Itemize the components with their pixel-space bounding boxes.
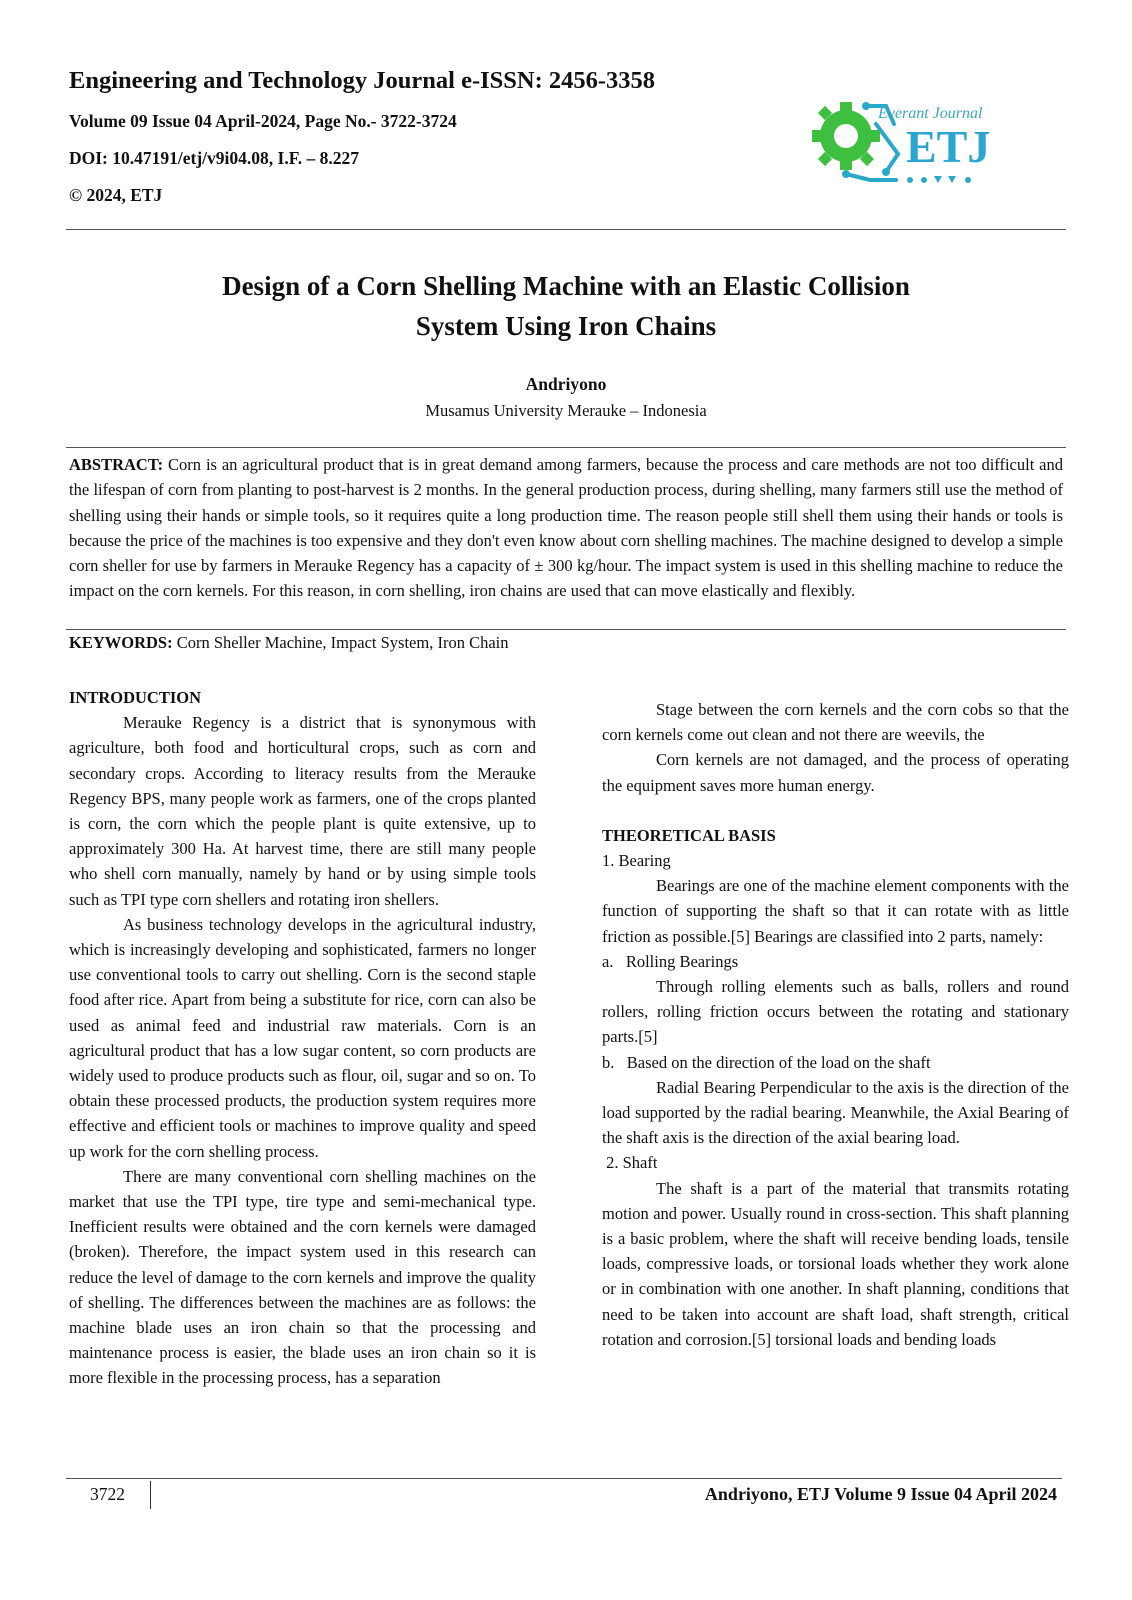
continued-paragraph-2: Corn kernels are not damaged, and the process of operating the equipment saves more human energy. [602, 750, 1069, 795]
etj-logo [806, 84, 1030, 196]
right-column [602, 697, 1069, 1352]
radial-bearing-paragraph: Radial Bearing Perpendicular to the axis is the direction of the load supported by the radial bearing. Meanwhile, the Axial Bearing of the shaft axis is the direction of the axial bearing load. [602, 1077, 1069, 1148]
abstract-top-rule [66, 447, 1066, 448]
author-name: Andriyono [525, 374, 607, 394]
rolling-bearings-item: a. Rolling Bearings [602, 951, 739, 971]
author-affiliation: Musamus University Merauke – Indonesia [425, 401, 707, 420]
abstract-text: Corn is an agricultural product that is in great demand among farmers, because the process and care methods are not too difficult and the lifespan of corn from planting to post-harvest is 2 months. In the general production process, during shelling, many farmers still use the method of shelling using their hands or simple tools, so it requires quite a long production time. The reason people still shell them using their hands or tools is because the price of the machines is too expensive and they don't even know about corn shelling machines. The machine designed to develop a simple corn sheller for use by farmers in Merauke Regency has a capacity of ± 300 kg/hour. The impact system is used in this shelling machine to reduce the impact on the corn kernels. For this reason, in corn shelling, iron chains are used that can move elastically and flexibly. [69, 455, 1064, 601]
load-direction-item: b. Based on the direction of the load on the shaft [602, 1052, 931, 1072]
svg-text:Everant Journal: Everant Journal [878, 105, 983, 122]
continued-paragraph-1: Stage between the corn kernels and the corn cobs so that the corn kernels come out clean and not there are weevils, the [602, 700, 1069, 745]
theoretical-basis-heading: THEORETICAL BASIS [602, 825, 776, 845]
shaft-paragraph: The shaft is a part of the material that transmits rotating motion and power. Usually round in cross-section. This shaft planning is a basic problem, where the shaft will receive bending loads, tensile loads, compressive loads, or torsional loads whether they work alone or in combination with one another. In shaft planning, conditions that need to be taken into account are shaft load, shaft strength, critical rotation and corrosion.[5] torsional loads and bending loads [602, 1178, 1069, 1349]
shaft-subheading: 2. Shaft [602, 1153, 658, 1173]
copyright-line: © 2024, ETJ [69, 185, 163, 205]
keywords-label: KEYWORDS: [69, 633, 173, 652]
spacer [602, 798, 1069, 823]
abstract-label: ABSTRACT: [69, 455, 164, 474]
bearing-paragraph: Bearings are one of the machine element components with the function of supporting the shaft so that it can rotate with as little friction as possible.[5] Bearings are classified into 2 parts, namely: [602, 876, 1069, 946]
intro-paragraph-2: As business technology develops in the agricultural industry, which is increasingly developing and sophisticated, farmers no longer use conventional tools to carry out shelling. Corn is the second staple food after rice. Apart from being a substitute for rice, corn can also be used as animal feed and industrial raw materials. Corn is an agricultural product that has a low sugar content, so corn products are widely used to produce products such as flour, oil, sugar and so on. To obtain these processed products, the production system requires more effective and efficient tools or machines to improve quality and speed up work for the corn shelling process. [69, 914, 536, 1161]
intro-paragraph-3: There are many conventional corn shelling machines on the market that use the TPI type, tire type and semi-mechanical type. Inefficient results were obtained and the corn kernels were damaged (broken). Therefore, the impact system used in this research can reduce the level of damage to the corn kernels and improve the quality of shelling. The differences between the machines are as follows: the machine blade uses an iron chain so that the processing and maintenance process is easier, the blade uses an iron chain so it is more flexible in the processing process, has a separation [69, 1166, 536, 1388]
footer-separator [150, 1481, 151, 1509]
page-number: 3722 [90, 1484, 125, 1504]
journal-header [69, 66, 655, 220]
bearing-subheading: 1. Bearing [602, 851, 671, 871]
introduction-heading: INTRODUCTION [69, 688, 202, 707]
paper-title [120, 266, 1012, 346]
journal-title: Engineering and Technology Journal e-ISSN: 2456-3358 [69, 67, 656, 94]
keywords [69, 633, 1063, 653]
title-line-2: System Using Iron Chains [415, 311, 717, 341]
abstract [69, 452, 1063, 604]
keywords-text: Corn Sheller Machine, Impact System, Iron Chain [176, 633, 509, 652]
header-divider [66, 229, 1066, 230]
footer-citation: Andriyono, ETJ Volume 9 Issue 04 April 2024 [704, 1484, 1057, 1504]
left-column [69, 685, 536, 1391]
title-line-1: Design of a Corn Shelling Machine with an Elastic Collision [222, 271, 910, 301]
footer-rule [66, 1478, 1062, 1479]
svg-text:ETJ: ETJ [906, 121, 991, 172]
volume-line: Volume 09 Issue 04 April-2024, Page No.- 3722-3724 [69, 111, 457, 131]
abstract-bottom-rule [66, 629, 1066, 630]
gear-icon [812, 102, 880, 170]
intro-paragraph-1: Merauke Regency is a district that is synonymous with agriculture, both food and horticultural crops, such as corn and secondary crops. According to literacy results from the Merauke Regency BPS, many people work as farmers, one of the crops planted is corn, the corn which the people plant is quite extensive, up to approximately 300 Ha. At harvest time, there are still many people who shell corn manually, namely by hand or by using simple tools such as TPI type corn shellers and rotating iron shellers. [69, 713, 536, 909]
doi-line: DOI: 10.47191/etj/v9i04.08, I.F. – 8.227 [69, 148, 360, 168]
rolling-bearings-paragraph: Through rolling elements such as balls, rollers and round rollers, rolling friction occurs between the rotating and stationary parts.[5] [602, 977, 1069, 1047]
